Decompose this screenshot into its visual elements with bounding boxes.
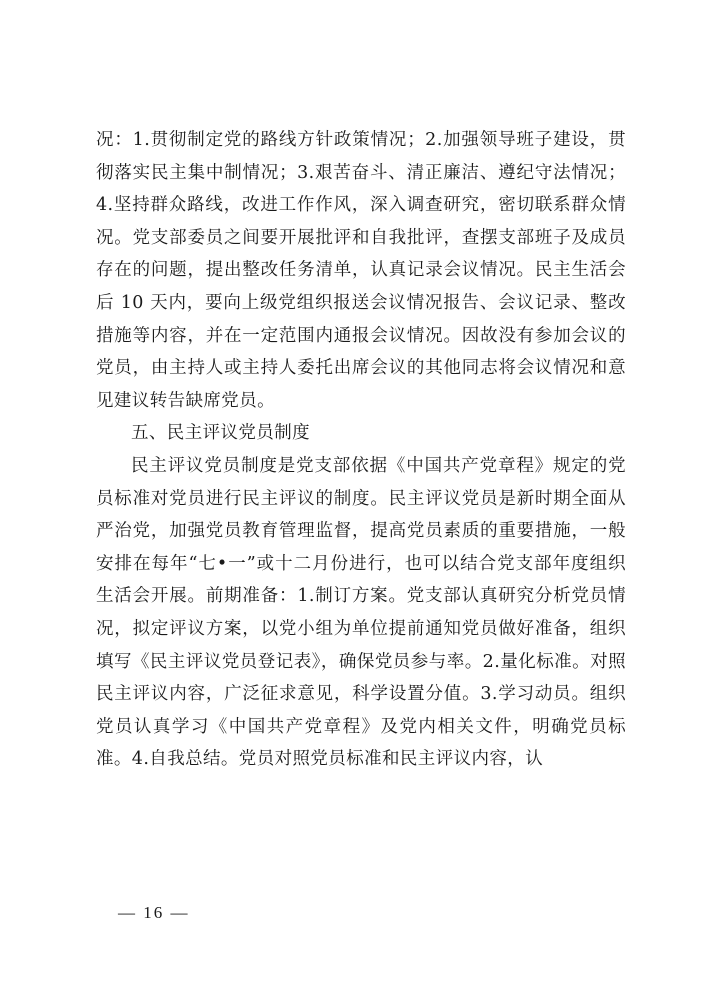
section-heading: 五、民主评议党员制度 xyxy=(131,423,310,444)
section-paragraph: 民主评议党员制度是党支部依据《中国共产党章程》规定的党员标准对党员进行民主评议的制度。民主评议党员是新时期全面从严治党，加强党员教育管理监督，提高党员素质的重要措施，一般安排在每年“七•一”或十二月份进行，也可以结合党支部年度组织生活会开展。前期准备：1.制订方案。党支部认真研究分析党员情况，拟定评议方案，以党小组为单位提前通知党员做好准备，组织填写《民主评议党员登记表》，确保党员参与率。2.量化标准。对照民主评议内容，广泛征求意见，科学设置分值。3.学习动员。组织党员认真学习《中国共产党章程》及党内相关文件，明确党员标准。4.自我总结。党员对照党员标准和民主评议内容，认 xyxy=(96,455,626,770)
continued-paragraph: 况：1.贯彻制定党的路线方针政策情况；2.加强领导班子建设，贯彻落实民主集中制情况；3.艰苦奋斗、清正廉洁、遵纪守法情况；4.坚持群众路线，改进工作作风，深入调查研究，密切联系群众情况。党支部委员之间要开展批评和自我批评，查摆支部班子及成员存在的问题，提出整改任务清单，认真记录会议情况。民主生活会后 10 天内，要向上级党组织报送会议情况报告、会议记录、整改措施等内容，并在一定范围内通报会议情况。因故没有参加会议的党员，由主持人或主持人委托出席会议的其他同志将会议情况和意见建议转告缺席党员。 xyxy=(96,130,626,411)
document-body xyxy=(96,124,626,776)
page-number: — 16 — xyxy=(118,903,190,922)
